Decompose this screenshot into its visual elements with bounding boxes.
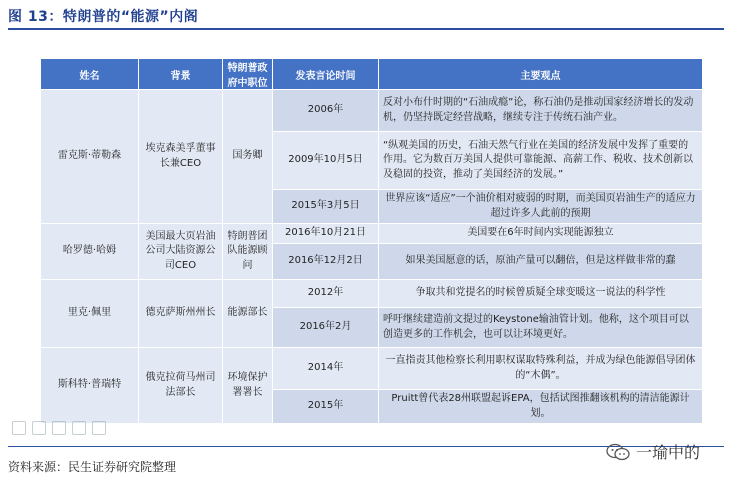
statement-time: 2006年 bbox=[273, 90, 379, 132]
toolbar-icon bbox=[52, 421, 66, 435]
statement-view: 美国要在6年时间内实现能源独立 bbox=[379, 224, 703, 244]
title-rule bbox=[8, 28, 724, 30]
statement-time: 2015年3月5日 bbox=[273, 190, 379, 224]
person-background: 美国最大页岩油公司大陆资源公司CEO bbox=[139, 224, 223, 280]
toolbar-icon bbox=[72, 421, 86, 435]
statement-time: 2016年12月2日 bbox=[273, 244, 379, 280]
figure-title: 图 13：特朗普的“能源”内阁 bbox=[8, 9, 199, 25]
statement-view: “纵观美国的历史，石油天然气行业在美国的经济发展中发挥了重要的作用。它为数百万美国人提供可靠能源、高薪工作、税收、技术创新以及稳固的投资，推动了美国经济的发展。” bbox=[379, 132, 703, 190]
person-position: 国务卿 bbox=[223, 90, 273, 224]
statement-view: Pruitt曾代表28州联盟起诉EPA，包括试图推翻该机构的清洁能源计划。 bbox=[379, 390, 703, 424]
person-name: 斯科特·普瑞特 bbox=[41, 348, 139, 424]
header-background: 背景 bbox=[139, 59, 223, 90]
toolbar-icon bbox=[12, 421, 26, 435]
toolbar-icon bbox=[32, 421, 46, 435]
table-row bbox=[41, 90, 703, 132]
header-name: 姓名 bbox=[41, 59, 139, 90]
person-background: 德克萨斯州州长 bbox=[139, 280, 223, 348]
watermark bbox=[606, 440, 700, 463]
cabinet-table bbox=[40, 58, 703, 424]
header-position: 特朗普政府中职位 bbox=[223, 59, 273, 90]
table-row bbox=[41, 348, 703, 390]
statement-time: 2015年 bbox=[273, 390, 379, 424]
table-header-row bbox=[41, 59, 703, 90]
person-name: 雷克斯·蒂勒森 bbox=[41, 90, 139, 224]
watermark-text: 一瑜中的 bbox=[636, 443, 701, 462]
table-row bbox=[41, 224, 703, 244]
statement-view: 如果美国愿意的话，原油产量可以翻倍，但是这样做非常的蠢 bbox=[379, 244, 703, 280]
person-position: 环境保护署署长 bbox=[223, 348, 273, 424]
statement-time: 2014年 bbox=[273, 348, 379, 390]
statement-view: 世界应该“适应”一个油价相对疲弱的时期，而美国页岩油生产的适应力超过许多人此前的预期 bbox=[379, 190, 703, 224]
person-position: 特朗普团队能源顾问 bbox=[223, 224, 273, 280]
table-row bbox=[41, 280, 703, 308]
person-position: 能源部长 bbox=[223, 280, 273, 348]
wechat-icon bbox=[606, 443, 630, 461]
statement-time: 2016年10月21日 bbox=[273, 224, 379, 244]
statement-view: 一直指责其他检察长利用职权谋取特殊利益，并成为绿色能源倡导团体的“木偶”。 bbox=[379, 348, 703, 390]
statement-view: 呼吁继续建造前文提过的Keystone输油管计划。他称，这个项目可以创造更多的工作机会，也可以让环境更好。 bbox=[379, 308, 703, 348]
statement-time: 2016年2月 bbox=[273, 308, 379, 348]
header-view: 主要观点 bbox=[379, 59, 703, 90]
toolbar-icon bbox=[92, 421, 106, 435]
person-name: 里克·佩里 bbox=[41, 280, 139, 348]
person-name: 哈罗德·哈姆 bbox=[41, 224, 139, 280]
source-note: 资料来源：民生证券研究院整理 bbox=[8, 460, 177, 474]
header-time: 发表言论时间 bbox=[273, 59, 379, 90]
statement-time: 2009年10月5日 bbox=[273, 132, 379, 190]
person-background: 俄克拉荷马州司法部长 bbox=[139, 348, 223, 424]
statement-time: 2012年 bbox=[273, 280, 379, 308]
statement-view: 反对小布什时期的“石油成瘾”论，称石油仍是推动国家经济增长的发动机，仍坚持既定经营战略，继续专注于传统石油产业。 bbox=[379, 90, 703, 132]
faint-toolbar bbox=[12, 421, 106, 435]
person-background: 埃克森美孚董事长兼CEO bbox=[139, 90, 223, 224]
statement-view: 争取共和党提名的时候曾质疑全球变暖这一说法的科学性 bbox=[379, 280, 703, 308]
